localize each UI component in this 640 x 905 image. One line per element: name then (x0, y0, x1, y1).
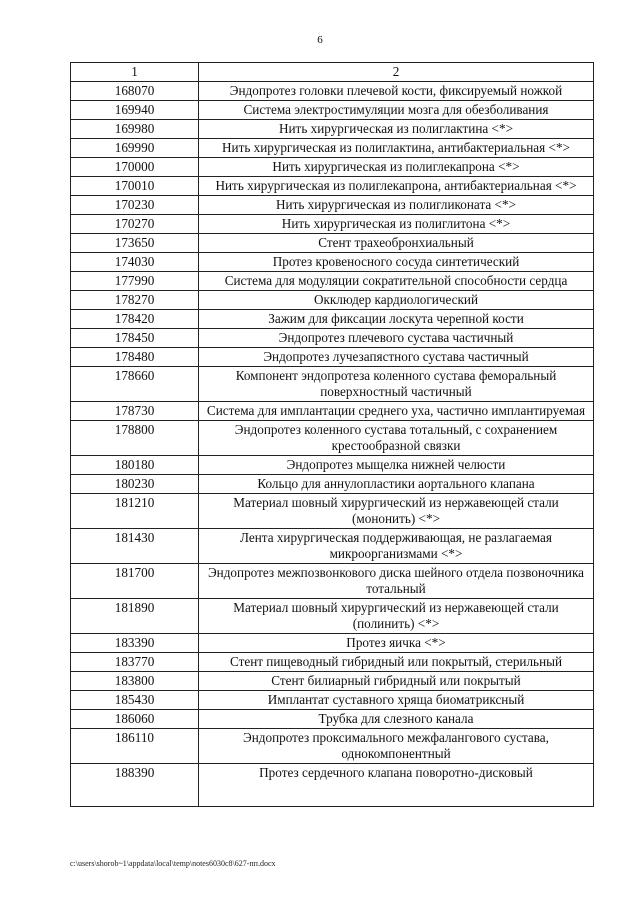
footer-file-path: c:\users\shorob~1\appdata\local\temp\notes6030c8\627-пп.docx (70, 859, 276, 868)
table-row (71, 529, 594, 564)
device-name-cell: Стент пищеводный гибридный или покрытый, стерильный (199, 653, 594, 672)
table-row (71, 421, 594, 456)
table-row (71, 272, 594, 291)
device-code-cell: 188390 (71, 764, 199, 807)
device-name-cell: Стент трахеобронхиальный (199, 234, 594, 253)
device-name-cell: Нить хирургическая из полиглактина <*> (199, 120, 594, 139)
device-code-cell: 178730 (71, 402, 199, 421)
header-col-2: 2 (199, 63, 594, 82)
table-row (71, 139, 594, 158)
device-code-cell: 181210 (71, 494, 199, 529)
device-name-cell: Стент билиарный гибридный или покрытый (199, 672, 594, 691)
device-name-cell: Нить хирургическая из полиглитона <*> (199, 215, 594, 234)
device-code-cell: 170010 (71, 177, 199, 196)
table-row (71, 494, 594, 529)
device-name-cell: Компонент эндопротеза коленного сустава феморальный поверхностный частичный (199, 367, 594, 402)
device-name-cell: Эндопротез лучезапястного сустава частичный (199, 348, 594, 367)
device-code-cell: 186110 (71, 729, 199, 764)
table-row (71, 402, 594, 421)
device-code-cell: 170000 (71, 158, 199, 177)
device-code-cell: 169980 (71, 120, 199, 139)
device-code-cell: 180230 (71, 475, 199, 494)
table-row (71, 367, 594, 402)
device-code-cell: 178450 (71, 329, 199, 348)
device-code-cell: 170230 (71, 196, 199, 215)
device-code-cell: 177990 (71, 272, 199, 291)
device-name-cell: Окклюдер кардиологический (199, 291, 594, 310)
device-code-cell: 178480 (71, 348, 199, 367)
table-row (71, 177, 594, 196)
device-code-cell: 178660 (71, 367, 199, 402)
table-row (71, 764, 594, 807)
table-body (71, 63, 594, 807)
device-name-cell: Эндопротез межпозвонкового диска шейного отдела позвоночника тотальный (199, 564, 594, 599)
device-name-cell: Система для модуляции сократительной способности сердца (199, 272, 594, 291)
table-row (71, 329, 594, 348)
device-name-cell: Трубка для слезного канала (199, 710, 594, 729)
device-code-cell: 169940 (71, 101, 199, 120)
table-row (71, 456, 594, 475)
table-row (71, 653, 594, 672)
device-code-cell: 169990 (71, 139, 199, 158)
device-name-cell: Нить хирургическая из полиглекапрона, антибактериальная <*> (199, 177, 594, 196)
device-code-cell: 183800 (71, 672, 199, 691)
table-row (71, 599, 594, 634)
device-name-cell: Эндопротез плечевого сустава частичный (199, 329, 594, 348)
table-row (71, 291, 594, 310)
table-row (71, 196, 594, 215)
device-name-cell: Система для имплантации среднего уха, частично имплантируемая (199, 402, 594, 421)
device-code-cell: 168070 (71, 82, 199, 101)
device-name-cell: Нить хирургическая из полиглекапрона <*> (199, 158, 594, 177)
table-row (71, 120, 594, 139)
table-header-row (71, 63, 594, 82)
device-code-cell: 178420 (71, 310, 199, 329)
device-code-cell: 174030 (71, 253, 199, 272)
device-code-cell: 181700 (71, 564, 199, 599)
device-name-cell: Материал шовный хирургический из нержавеющей стали (мононить) <*> (199, 494, 594, 529)
device-code-table (70, 62, 594, 807)
table-row (71, 729, 594, 764)
device-code-cell: 178800 (71, 421, 199, 456)
device-name-cell: Материал шовный хирургический из нержавеющей стали (полинить) <*> (199, 599, 594, 634)
device-code-cell: 178270 (71, 291, 199, 310)
device-name-cell: Протез сердечного клапана поворотно-дисковый (199, 764, 594, 807)
device-code-cell: 180180 (71, 456, 199, 475)
device-name-cell: Эндопротез проксимального межфалангового сустава, однокомпонентный (199, 729, 594, 764)
table-row (71, 348, 594, 367)
table-row (71, 253, 594, 272)
device-code-cell: 170270 (71, 215, 199, 234)
device-name-cell: Эндопротез мыщелка нижней челюсти (199, 456, 594, 475)
device-name-cell: Кольцо для аннулопластики аортального клапана (199, 475, 594, 494)
header-col-1: 1 (71, 63, 199, 82)
device-name-cell: Зажим для фиксации лоскута черепной кости (199, 310, 594, 329)
table-row (71, 101, 594, 120)
table-row (71, 158, 594, 177)
device-name-cell: Протез яичка <*> (199, 634, 594, 653)
device-name-cell: Нить хирургическая из полигликоната <*> (199, 196, 594, 215)
device-name-cell: Имплантат суставного хряща биоматриксный (199, 691, 594, 710)
device-code-cell: 181890 (71, 599, 199, 634)
table-row (71, 672, 594, 691)
table-row (71, 710, 594, 729)
table-row (71, 475, 594, 494)
device-name-cell: Протез кровеносного сосуда синтетический (199, 253, 594, 272)
device-code-cell: 173650 (71, 234, 199, 253)
device-code-cell: 183390 (71, 634, 199, 653)
table-row (71, 564, 594, 599)
page-number: 6 (317, 34, 323, 46)
device-name-cell: Эндопротез головки плечевой кости, фиксируемый ножкой (199, 82, 594, 101)
table-row (71, 634, 594, 653)
table-row (71, 310, 594, 329)
device-code-cell: 185430 (71, 691, 199, 710)
device-name-cell: Лента хирургическая поддерживающая, не разлагаемая микроорганизмами <*> (199, 529, 594, 564)
device-name-cell: Система электростимуляции мозга для обезболивания (199, 101, 594, 120)
device-name-cell: Эндопротез коленного сустава тотальный, с сохранением крестообразной связки (199, 421, 594, 456)
device-code-cell: 181430 (71, 529, 199, 564)
device-name-cell: Нить хирургическая из полиглактина, антибактериальная <*> (199, 139, 594, 158)
device-code-cell: 183770 (71, 653, 199, 672)
table-row (71, 215, 594, 234)
table-row (71, 82, 594, 101)
device-code-cell: 186060 (71, 710, 199, 729)
table-row (71, 691, 594, 710)
table-row (71, 234, 594, 253)
